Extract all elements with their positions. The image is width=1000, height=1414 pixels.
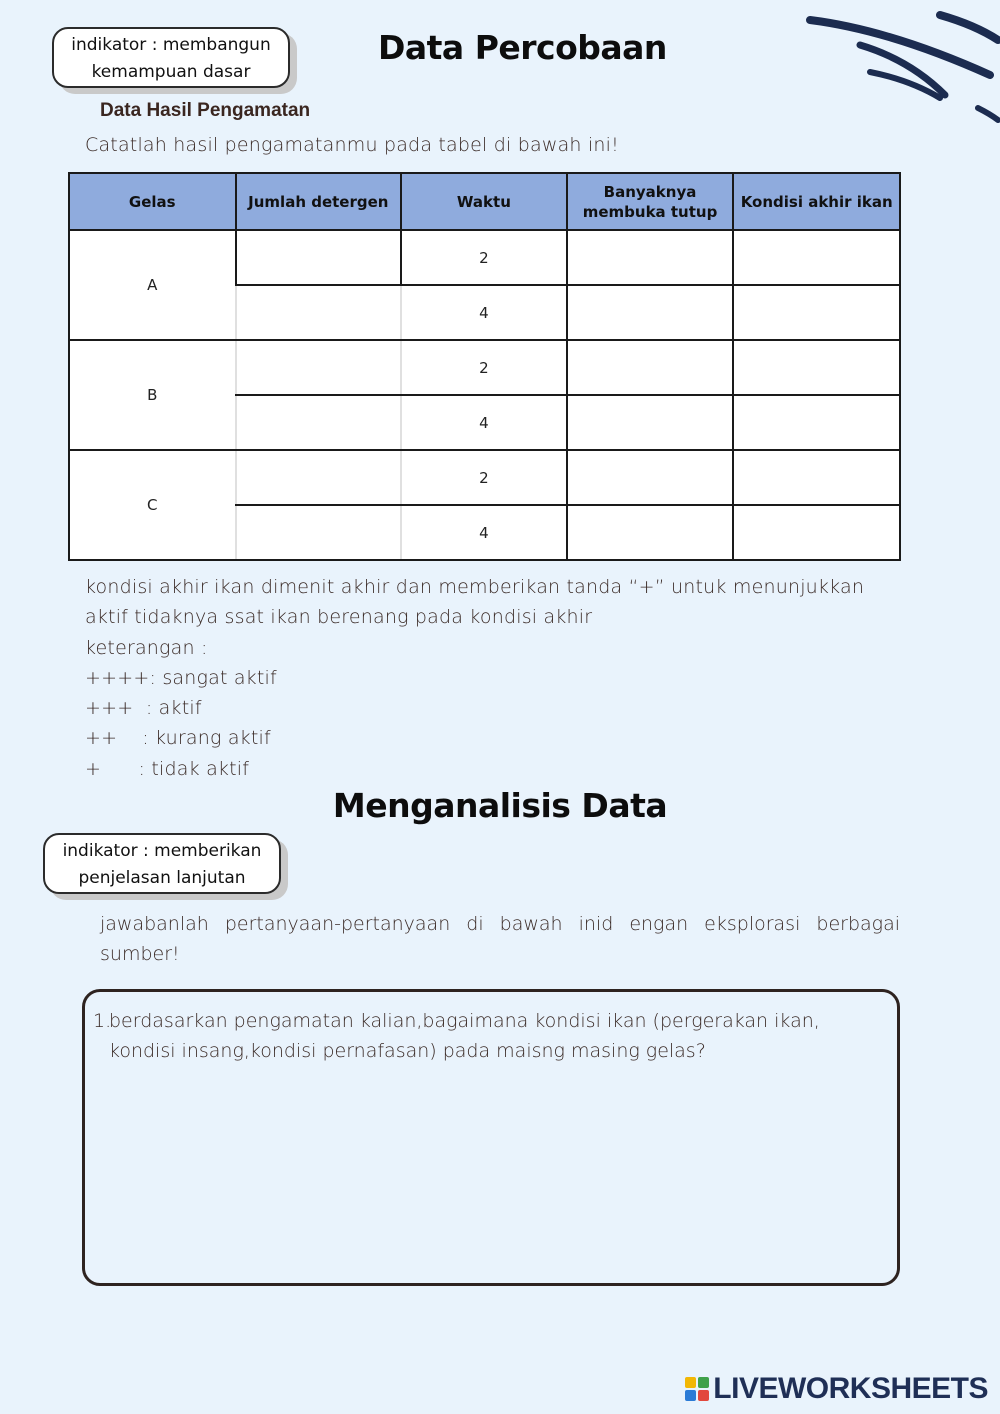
gelas-cell-b: B	[69, 340, 236, 450]
detergen-input-cell[interactable]	[236, 340, 402, 395]
note-line: aktif tidaknya ssat ikan berenang pada kondisi akhir	[85, 606, 593, 629]
header-kondisi-akhir-ikan: Kondisi akhir ikan	[733, 173, 900, 230]
liveworksheets-logo-icon	[685, 1377, 709, 1401]
question-text: berdasarkan pengamatan kalian,bagaimana kondisi ikan (pergerakan ikan, kondisi insang,kondisi pernafasan) pada maisng masing gelas?	[109, 1010, 820, 1062]
note-line: keterangan :	[85, 636, 208, 659]
waktu-cell: 2	[401, 450, 567, 505]
decorative-strokes	[800, 0, 1000, 130]
liveworksheets-brand	[685, 1372, 988, 1406]
detergen-input-cell[interactable]	[236, 450, 402, 505]
detergen-input-cell[interactable]	[236, 395, 402, 450]
logo-tile	[685, 1390, 696, 1401]
indicator-2-line2: penjelasan lanjutan	[78, 868, 246, 888]
gelas-cell-a: A	[69, 230, 236, 340]
legend-line: +++ : aktif	[85, 697, 202, 720]
kondisi-ikan-input-cell[interactable]	[733, 285, 900, 340]
membuka-tutup-input-cell[interactable]	[567, 285, 734, 340]
table-row	[69, 450, 900, 505]
legend-line: ++ : kurang aktif	[85, 727, 271, 750]
detergen-input-cell[interactable]	[236, 505, 402, 560]
section-subtitle: Data Hasil Pengamatan	[100, 100, 311, 121]
page-title-menganalisis-data: Menganalisis Data	[332, 786, 668, 825]
question-1	[93, 1006, 877, 1066]
membuka-tutup-input-cell[interactable]	[567, 505, 734, 560]
detergen-input-cell[interactable]	[236, 285, 402, 340]
legend-line: ++++: sangat aktif	[85, 666, 277, 689]
table-header-row	[69, 173, 900, 230]
indicator-badge-2	[43, 833, 281, 894]
legend-line: + : tidak aktif	[85, 757, 250, 780]
header-waktu: Waktu	[401, 173, 567, 230]
brand-name: LIVEWORKSHEETS	[713, 1372, 988, 1405]
logo-tile	[698, 1390, 709, 1401]
table-instruction: Catatlah hasil pengamatanmu pada tabel di bawah ini!	[85, 134, 619, 156]
header-jumlah-detergen: Jumlah detergen	[236, 173, 402, 230]
note-line: kondisi akhir ikan dimenit akhir dan memberikan tanda “+” untuk menunjukkan	[85, 576, 865, 598]
indicator-1-line2: kemampuan dasar	[91, 62, 251, 82]
gelas-cell-c: C	[69, 450, 236, 560]
kondisi-ikan-input-cell[interactable]	[733, 340, 900, 395]
waktu-cell: 2	[401, 340, 567, 395]
question-answer-box[interactable]	[82, 989, 900, 1286]
analysis-prompt: jawabanlah pertanyaan-pertanyaan di bawah inid engan eksplorasi berbagai sumber!	[100, 913, 900, 965]
membuka-tutup-input-cell[interactable]	[567, 230, 734, 285]
waktu-cell: 4	[401, 505, 567, 560]
indicator-badge-1	[52, 27, 290, 88]
waktu-cell: 4	[401, 395, 567, 450]
membuka-tutup-input-cell[interactable]	[567, 450, 734, 505]
table-notes	[85, 572, 864, 784]
indicator-1-line1: indikator : membangun	[71, 35, 271, 55]
kondisi-ikan-input-cell[interactable]	[733, 450, 900, 505]
kondisi-ikan-input-cell[interactable]	[733, 395, 900, 450]
observation-table	[68, 172, 901, 561]
detergen-input-cell[interactable]	[236, 230, 402, 285]
header-gelas: Gelas	[69, 173, 236, 230]
page-title-data-percobaan: Data Percobaan	[378, 28, 667, 67]
answer-area[interactable]	[99, 1072, 883, 1269]
question-number: 1.	[93, 1010, 112, 1032]
kondisi-ikan-input-cell[interactable]	[733, 505, 900, 560]
waktu-cell: 2	[401, 230, 567, 285]
logo-tile	[685, 1377, 696, 1388]
membuka-tutup-input-cell[interactable]	[567, 395, 734, 450]
table-row	[69, 340, 900, 395]
indicator-2-line1: indikator : memberikan	[62, 841, 262, 861]
table-row	[69, 230, 900, 285]
logo-tile	[698, 1377, 709, 1388]
waktu-cell: 4	[401, 285, 567, 340]
header-banyaknya-membuka-tutup: Banyaknya membuka tutup	[567, 173, 734, 230]
kondisi-ikan-input-cell[interactable]	[733, 230, 900, 285]
membuka-tutup-input-cell[interactable]	[567, 340, 734, 395]
